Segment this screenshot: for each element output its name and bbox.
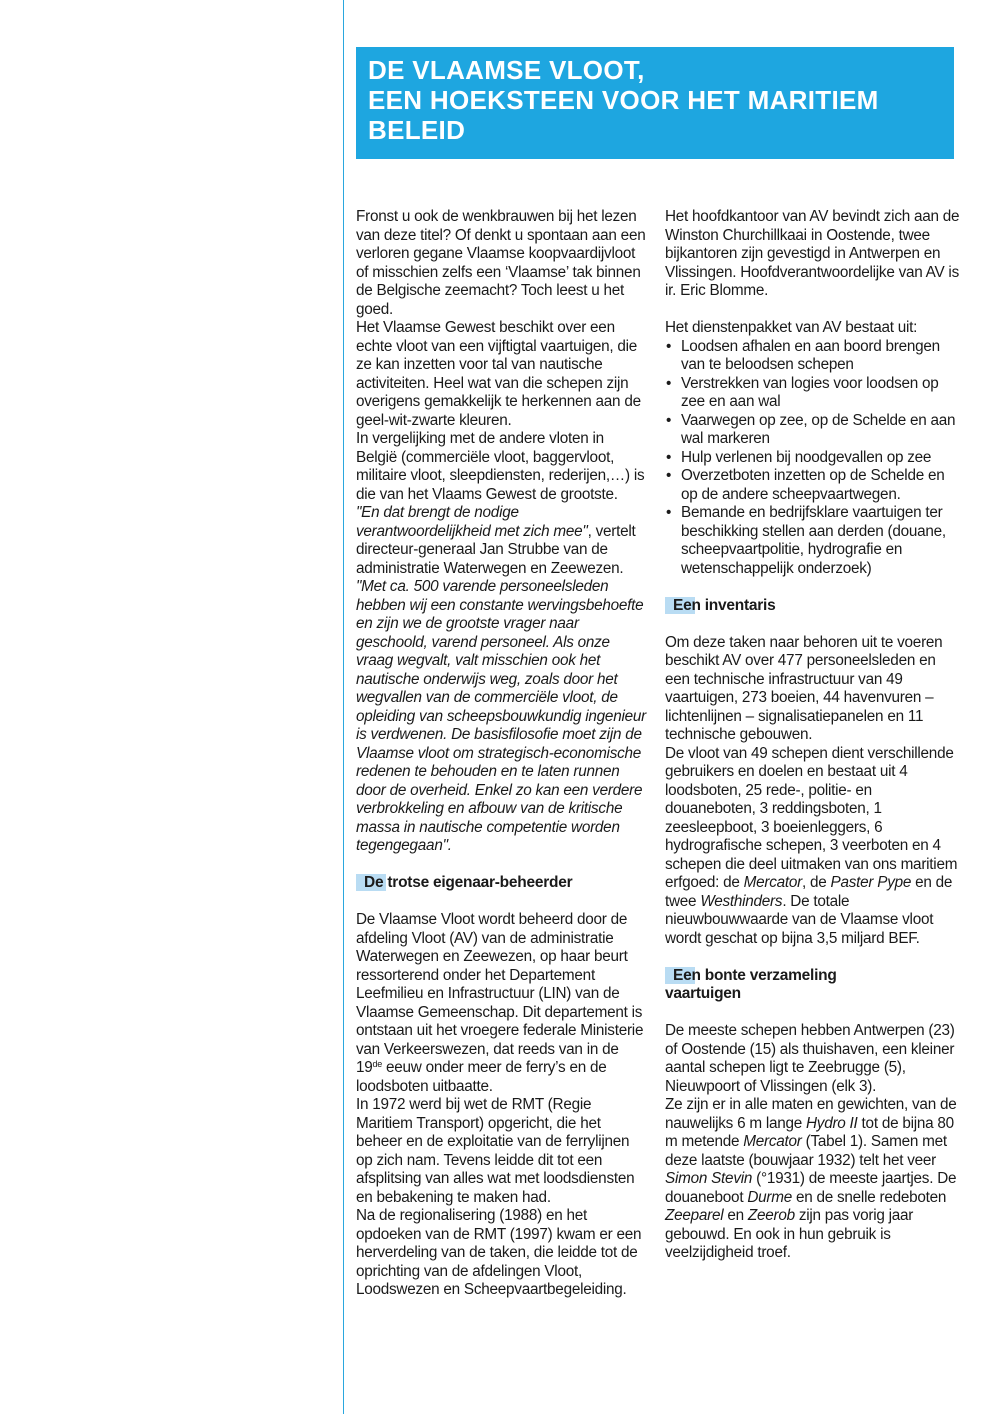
quote-paragraph-1	[356, 504, 648, 578]
subheading-inventory-text: Een inventaris	[665, 597, 777, 614]
right-column	[665, 208, 961, 1263]
owner-superscript: de	[372, 1059, 383, 1069]
collection-paragraph-2	[665, 1096, 961, 1263]
ship-name-zeerob: Zeerob	[747, 1207, 795, 1224]
inv-text-c: en de twee	[665, 874, 953, 910]
quote-1-attribution: , vertelt directeur-generaal Jan Strubbe van de administratie Waterwegen en Zeewezen.	[356, 522, 636, 577]
title-line-2: EEN HOEKSTEEN VOOR HET MARITIEM	[368, 85, 879, 115]
owner-text-a: De Vlaamse Vloot wordt beheerd door de afdeling Vloot (AV) van de administratie Waterwegen en Zeewezen, op haar beurt ressorterend onder het Departement Leefmilieu en Infrastructuur (LIN) van de Vlaamse Gemeenschap. Dit departement is ontstaan uit het vroegere federale Ministerie van Verkeerswezen, dat reeds van in de 19	[356, 911, 644, 1076]
service-item: • Overzetboten inzetten op de Schelde en op de andere scheepvaartwegen.	[665, 467, 961, 504]
subheading-owner-text: De trotse eigenaar-beheerder	[356, 874, 574, 891]
var-text-g: zijn pas vorig jaar gebouwd. En ook in hun gebruik is veelzijdigheid troef.	[665, 1207, 914, 1261]
inv-text-b: , de	[802, 874, 831, 891]
owner-paragraph-2: In 1972 werd bij wet de RMT (Regie Maritiem Transport) opgericht, die het beheer en de exploitatie van de ferrylijnen op zich nam. Tevens leidde dit tot een afsplitsing van alles wat met loodsdiensten en bebakening te maken had.	[356, 1096, 635, 1206]
var-text-f: en	[723, 1207, 748, 1224]
var-text-d: (°1931) de meeste jaartjes. De douaneboot	[665, 1170, 957, 1206]
ship-name-mercator: Mercator	[743, 874, 803, 891]
collection-paragraph-1: De meeste schepen hebben Antwerpen (23) of Oostende (15) als thuishaven, een kleiner aantal schepen ligt te Zeebrugge (5), Nieuwpoort of Vlissingen (elk 3).	[665, 1022, 955, 1095]
quote-paragraph-2: "Met ca. 500 varende personeelsleden hebben wij een constante wervingsbehoefte en zijn we de grootste vrager naar geschoold, varend personeel. Als onze vraag wegvalt, valt misschien ook het nautische onderwijs weg, zoals door het wegvallen van de commerciële vloot, de opleiding van scheepsbouwkundig ingenieur is verdwenen. De basisfilosofie moet zijn de Vlaamse vloot om strategisch-economische redenen te behouden en te laten runnen door de overheid. Enkel zo kan een verdere verbrokkeling en afbouw van de kritische massa in nautische competentie worden tegengegaan".	[356, 578, 646, 854]
title-line-1: DE VLAAMSE VLOOT,	[368, 55, 645, 85]
subheading-owner	[356, 874, 648, 893]
left-column	[356, 208, 648, 1300]
owner-text-b: eeuw onder meer de ferry’s en de loodsboten uitbaatte.	[356, 1059, 607, 1095]
service-item: • Bemande en bedrijfsklare vaartuigen ter beschikking stellen aan derden (douane, scheepvaartpolitie, hydrografie en wetenschappelijk onderzoek)	[665, 504, 961, 578]
service-item: • Hulp verlenen bij noodgevallen op zee	[665, 449, 961, 468]
hq-paragraph: Het hoofdkantoor van AV bevindt zich aan de Winston Churchillkaai in Oostende, twee bijkantoren zijn gevestigd in Antwerpen en Vlissingen. Hoofdverantwoordelijke van AV is ir. Eric Blomme.	[665, 208, 960, 299]
intro-paragraph-2: Het Vlaamse Gewest beschikt over een echte vloot van een vijftigtal vaartuigen, die ze kan inzetten voor tal van nautische activiteiten. Heel wat van die schepen zijn overigens gemakkelijk te herkennen aan de geel-wit-zwarte kleuren.	[356, 319, 641, 429]
subheading-collection-text-1: Een bonte verzameling	[665, 967, 839, 984]
ship-name-westhinders: Westhinders	[700, 892, 783, 910]
ship-name-durme: Durme	[747, 1188, 792, 1206]
title-banner	[356, 47, 954, 159]
subheading-inventory	[665, 597, 961, 616]
services-list	[665, 338, 961, 579]
owner-paragraph-3: Na de regionalisering (1988) en het opdoeken van de RMT (1997) kwam er een herverdeling van de taken, die leidde tot de oprichting van de afdelingen Vloot, Loodswezen en Scheepvaartbegeleiding.	[356, 1207, 642, 1298]
subheading-collection-text-2: vaartuigen	[665, 985, 741, 1002]
title-line-3: BELEID	[368, 115, 466, 145]
ship-name-paster-pype: Paster Pype	[830, 874, 912, 891]
ship-name-mercator-2: Mercator	[743, 1133, 802, 1150]
subheading-collection	[665, 967, 961, 1004]
service-item: • Vaarwegen op zee, op de Schelde en aan wal markeren	[665, 412, 961, 449]
var-text-a: Ze zijn er in alle maten en gewichten, van de nauwelijks 6 m lange	[665, 1096, 957, 1132]
inventory-paragraph-1: Om deze taken naar behoren uit te voeren beschikt AV over 477 personeelsleden en een technische infrastructuur van 49 vaartuigen, 273 boeien, 44 havenvuren – lichtenlijnen – signalisatiepanelen en 11 technische gebouwen.	[665, 633, 943, 743]
inventory-paragraph-2	[665, 745, 961, 949]
ship-name-hydro-ii: Hydro II	[806, 1114, 858, 1132]
owner-paragraph-1	[356, 911, 648, 1096]
ship-name-simon-stevin: Simon Stevin	[665, 1170, 753, 1187]
var-text-b: tot de bijna 80 m metende	[665, 1114, 954, 1150]
intro-paragraph-3: In vergelijking met de andere vloten in België (commerciële vloot, baggervloot, militaire vloot, sleepdiensten, rederijen,…) is die van het Vlaams Gewest de grootste.	[356, 430, 645, 503]
service-item: • Verstrekken van logies voor loodsen op zee en aan wal	[665, 375, 961, 412]
inv-text-d: . De totale nieuwbouwwaarde van de Vlaamse vloot wordt geschat op bijna 3,5 miljard BEF.	[665, 892, 934, 947]
var-text-c: (Tabel 1). Samen met deze laatste (bouwjaar 1932) telt het veer	[665, 1133, 947, 1169]
var-text-e: en de snelle redeboten	[791, 1188, 947, 1206]
services-intro: Het dienstenpakket van AV bestaat uit:	[665, 319, 918, 336]
service-item: • Loodsen afhalen en aan boord brengen van te beloodsen schepen	[665, 338, 961, 375]
intro-paragraph-1: Fronst u ook de wenkbrauwen bij het lezen van deze titel? Of denkt u spontaan aan een verloren gegane Vlaamse koopvaardijvloot of misschien zelfs een ‘Vlaamse’ tak binnen de Belgische zeemacht? Toch leest u het goed.	[356, 208, 646, 318]
quote-1: "En dat brengt de nodige verantwoordelijkheid met zich mee"	[356, 504, 588, 540]
inv-text-a: De vloot van 49 schepen dient verschillende gebruikers en doelen en bestaat uit 4 loodsboten, 25 rede-, politie- en douaneboten, 3 reddingsboten, 1 zeesleepboot, 3 boeienleggers, 6 hydrografische schepen, 3 veerboten en 4 schepen die deel uitmaken van ons maritiem erfgoed: de	[665, 744, 958, 891]
margin-rule	[343, 0, 344, 1414]
ship-name-zeeparel: Zeeparel	[665, 1207, 724, 1224]
